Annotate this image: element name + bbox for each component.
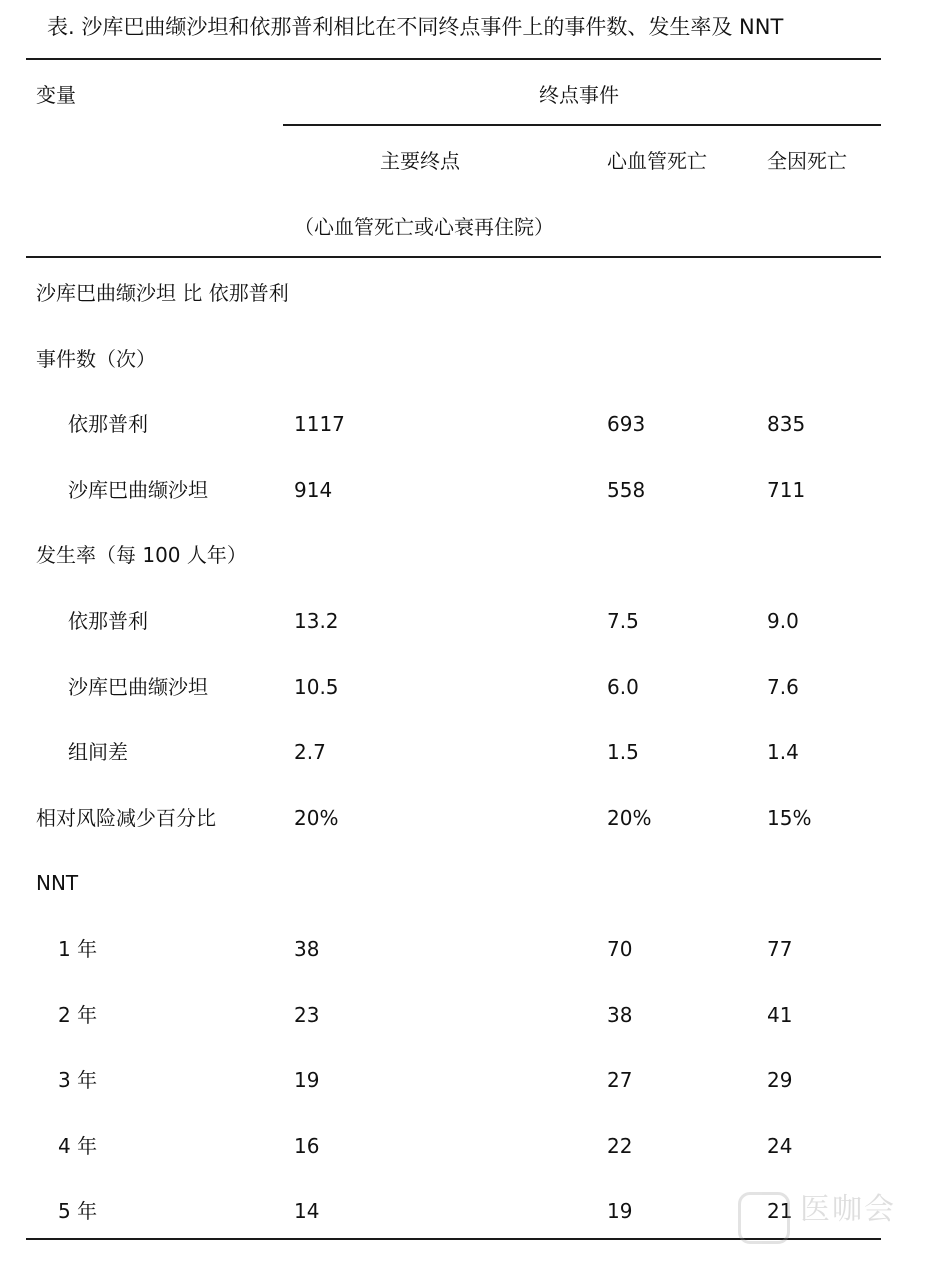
cv-death-cell: 6.0 (607, 675, 639, 699)
all-cause-death-cell: 1.4 (767, 740, 799, 764)
endpoint-span-rule (283, 124, 881, 126)
row-label: 3 年 (58, 1068, 98, 1092)
table-title: 表. 沙库巴曲缬沙坦和依那普利相比在不同终点事件上的事件数、发生率及 NNT (47, 15, 784, 39)
cv-death-cell: 558 (607, 478, 646, 502)
primary-endpoint-cell: 16 (294, 1134, 320, 1158)
cv-death-cell: 38 (607, 1003, 633, 1027)
primary-endpoint-cell: 13.2 (294, 609, 339, 633)
all-cause-death-cell: 41 (767, 1003, 793, 1027)
row-label: 4 年 (58, 1134, 98, 1158)
all-cause-death-cell: 15% (767, 806, 812, 830)
primary-endpoint-cell: 10.5 (294, 675, 339, 699)
row-label: 沙库巴曲缬沙坦 比 依那普利 (36, 281, 289, 305)
primary-endpoint-header: 主要终点 (380, 149, 460, 173)
primary-endpoint-cell: 2.7 (294, 740, 326, 764)
cv-death-cell: 1.5 (607, 740, 639, 764)
primary-endpoint-cell: 20% (294, 806, 339, 830)
all-cause-death-cell: 835 (767, 412, 806, 436)
row-label: 事件数（次） (36, 347, 156, 371)
all-cause-death-cell: 9.0 (767, 609, 799, 633)
primary-endpoint-cell: 19 (294, 1068, 320, 1092)
row-label: 依那普利 (68, 609, 148, 633)
endpoint-events-header: 终点事件 (539, 83, 619, 107)
cv-death-cell: 20% (607, 806, 652, 830)
primary-endpoint-cell: 1117 (294, 412, 345, 436)
row-label: 2 年 (58, 1003, 98, 1027)
row-label: NNT (36, 871, 79, 895)
row-label: 依那普利 (68, 412, 148, 436)
all-cause-death-cell: 21 (767, 1199, 793, 1223)
watermark-logo-icon (738, 1192, 793, 1244)
cv-death-cell: 22 (607, 1134, 633, 1158)
all-cause-death-cell: 29 (767, 1068, 793, 1092)
cv-death-cell: 7.5 (607, 609, 639, 633)
cv-death-cell: 19 (607, 1199, 633, 1223)
cv-death-cell: 70 (607, 937, 633, 961)
row-label: 沙库巴曲缬沙坦 (68, 675, 208, 699)
all-cause-death-header: 全因死亡 (767, 149, 847, 173)
cv-death-cell: 693 (607, 412, 646, 436)
top-rule (26, 58, 881, 60)
primary-endpoint-cell: 23 (294, 1003, 320, 1027)
row-label: 5 年 (58, 1199, 98, 1223)
primary-endpoint-cell: 38 (294, 937, 320, 961)
all-cause-death-cell: 77 (767, 937, 793, 961)
row-label: 沙库巴曲缬沙坦 (68, 478, 208, 502)
row-label: 发生率（每 100 人年） (36, 543, 247, 567)
watermark (738, 1188, 928, 1248)
all-cause-death-cell: 24 (767, 1134, 793, 1158)
row-label: 1 年 (58, 937, 98, 961)
primary-endpoint-note: （心血管死亡或心衰再住院） (294, 215, 554, 239)
cv-death-cell: 27 (607, 1068, 633, 1092)
primary-endpoint-cell: 14 (294, 1199, 320, 1223)
header-bottom-rule (26, 256, 881, 258)
row-label: 组间差 (68, 740, 128, 764)
primary-endpoint-cell: 914 (294, 478, 333, 502)
variable-header: 变量 (36, 83, 76, 107)
cv-death-header: 心血管死亡 (607, 149, 707, 173)
row-label: 相对风险减少百分比 (36, 806, 216, 830)
all-cause-death-cell: 7.6 (767, 675, 799, 699)
all-cause-death-cell: 711 (767, 478, 806, 502)
watermark-text: 医咖会 (800, 1192, 896, 1227)
